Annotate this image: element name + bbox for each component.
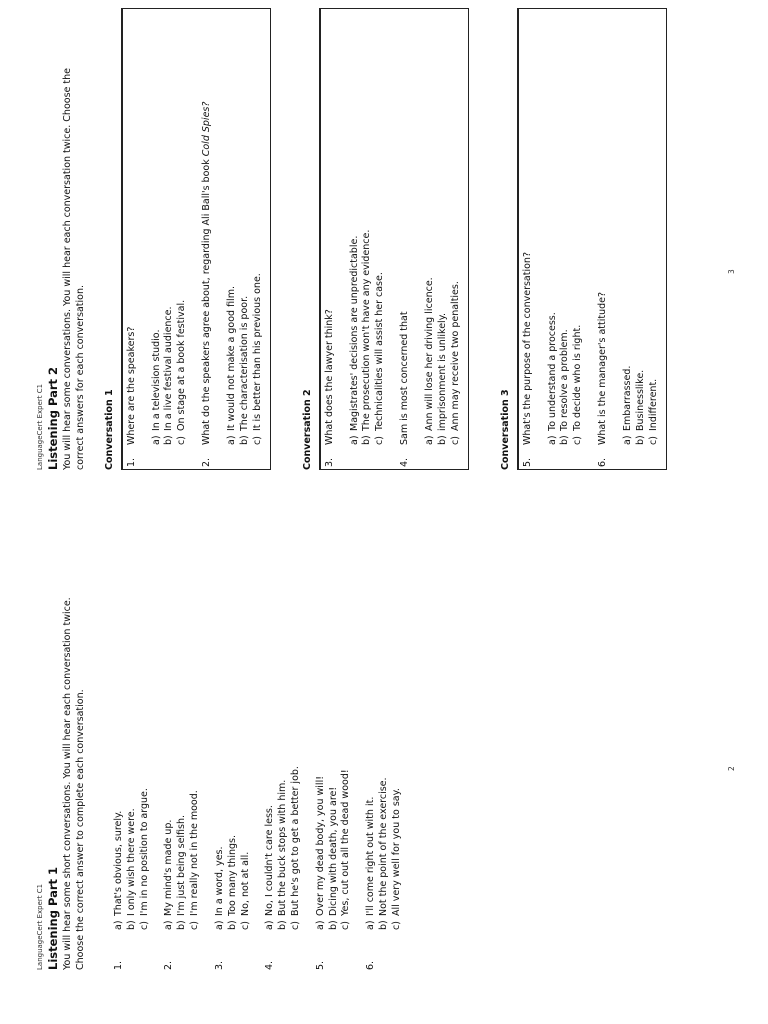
question-number: 2. bbox=[163, 960, 175, 970]
question-5 bbox=[315, 540, 353, 970]
question-2 bbox=[163, 540, 201, 970]
option-text: Ann may receive two penalties. bbox=[449, 281, 461, 431]
question-number: 6. bbox=[365, 960, 377, 970]
option-a[interactable] bbox=[226, 9, 239, 445]
brand-label: LanguageCert Expert C1 bbox=[36, 383, 44, 470]
option-letter: a) bbox=[423, 435, 435, 445]
question-5 bbox=[522, 9, 585, 469]
option-letter: b) bbox=[436, 435, 448, 445]
option-text: No, I couldn't care less. bbox=[264, 805, 276, 916]
option-text: Dicing with death, you are! bbox=[327, 786, 339, 916]
option-c[interactable] bbox=[139, 540, 152, 930]
option-text: In a television studio. bbox=[150, 329, 162, 431]
option-c[interactable] bbox=[252, 9, 265, 445]
option-letter: c) bbox=[390, 921, 402, 930]
question-text-main: Where are the speakers? bbox=[125, 326, 137, 445]
option-letter: b) bbox=[226, 920, 238, 930]
option-b[interactable] bbox=[361, 9, 374, 445]
question-number: 2. bbox=[201, 457, 213, 467]
conversation-box bbox=[319, 8, 470, 470]
option-text: To understand a process. bbox=[546, 312, 558, 431]
question-text bbox=[522, 9, 535, 445]
question-number: 4. bbox=[264, 960, 276, 970]
option-c[interactable] bbox=[648, 9, 661, 445]
option-text: In a word, yes. bbox=[213, 846, 225, 916]
conversation-box bbox=[517, 8, 668, 470]
question-number: 5. bbox=[314, 960, 326, 970]
option-b[interactable] bbox=[437, 9, 450, 445]
option-a[interactable] bbox=[622, 9, 635, 445]
option-a[interactable] bbox=[163, 540, 176, 930]
option-text: But he's got to get a better job. bbox=[289, 766, 301, 916]
option-c[interactable] bbox=[189, 540, 202, 930]
option-c[interactable] bbox=[176, 9, 189, 445]
option-letter: c) bbox=[374, 436, 386, 445]
option-b[interactable] bbox=[277, 540, 290, 930]
option-letter: c) bbox=[340, 921, 352, 930]
option-letter: c) bbox=[289, 921, 301, 930]
question-text-main: What does the lawyer think? bbox=[323, 309, 335, 445]
option-text: I'll come right out with it. bbox=[365, 796, 377, 916]
option-text: Yes, cut out all the dead wood! bbox=[340, 769, 352, 916]
option-text: The characterisation is poor. bbox=[238, 295, 250, 431]
question-number: 4. bbox=[399, 457, 411, 467]
option-text: Over my dead body, you will! bbox=[314, 775, 326, 916]
question-text bbox=[399, 9, 412, 445]
page-title: Listening Part 2 bbox=[46, 366, 61, 470]
option-letter: b) bbox=[277, 920, 289, 930]
conversation-1 bbox=[104, 8, 271, 470]
options bbox=[315, 540, 353, 930]
question-text bbox=[324, 9, 337, 445]
part1-header bbox=[36, 560, 88, 970]
page-number: 3 bbox=[727, 269, 736, 274]
option-b[interactable] bbox=[176, 540, 189, 930]
option-text: Too many things. bbox=[226, 835, 238, 916]
option-text: It would not make a good film. bbox=[225, 286, 237, 431]
option-letter: a) bbox=[264, 920, 276, 930]
option-letter: b) bbox=[378, 920, 389, 930]
option-text: To resolve a problem. bbox=[559, 329, 571, 431]
option-text: But the buck stops with him. bbox=[277, 779, 289, 916]
question-6 bbox=[597, 9, 660, 469]
option-a[interactable] bbox=[547, 9, 560, 445]
options bbox=[365, 540, 403, 930]
option-text: I'm just being selfish. bbox=[176, 814, 188, 916]
question-4 bbox=[399, 9, 462, 469]
question-number: 1. bbox=[113, 960, 124, 970]
option-letter: b) bbox=[176, 920, 188, 930]
option-a[interactable] bbox=[315, 540, 328, 930]
option-text: imprisonment is unlikely. bbox=[436, 313, 448, 431]
option-c[interactable] bbox=[572, 9, 585, 445]
option-letter: c) bbox=[647, 436, 659, 445]
option-b[interactable] bbox=[559, 9, 572, 445]
option-text: Ann will lose her driving licence. bbox=[423, 277, 435, 431]
option-text: My mind's made up. bbox=[163, 819, 175, 916]
option-letter: c) bbox=[572, 436, 584, 445]
question-body bbox=[399, 9, 462, 445]
option-letter: a) bbox=[621, 435, 633, 445]
option-text: Technicalities will assist her case. bbox=[374, 272, 386, 431]
question-text bbox=[201, 9, 214, 445]
question-body bbox=[597, 9, 660, 445]
option-text: Businesslike. bbox=[634, 369, 646, 431]
option-letter: b) bbox=[238, 435, 250, 445]
conversation-3 bbox=[500, 8, 667, 470]
option-text: No, not at all. bbox=[239, 851, 251, 916]
option-a[interactable] bbox=[113, 540, 126, 930]
option-c[interactable] bbox=[391, 540, 404, 930]
question-text-main: What do the speakers agree about, regarding Ali Ball's book bbox=[201, 156, 213, 445]
page-listening-part-1 bbox=[0, 512, 768, 1024]
option-letter: a) bbox=[348, 435, 360, 445]
options bbox=[264, 540, 302, 930]
question-number: 3. bbox=[323, 457, 335, 467]
part1-question-list bbox=[113, 540, 416, 970]
book-title: Cold Spies? bbox=[201, 101, 213, 157]
option-c[interactable] bbox=[340, 540, 353, 930]
conversation-box bbox=[121, 8, 272, 470]
option-text: It is better than his previous one. bbox=[251, 273, 263, 431]
question-body bbox=[522, 9, 585, 445]
conversation-title: Conversation 2 bbox=[302, 389, 313, 470]
options bbox=[113, 540, 151, 930]
question-body bbox=[324, 9, 387, 445]
question-1 bbox=[126, 9, 189, 469]
part2-header bbox=[36, 50, 88, 470]
option-a[interactable] bbox=[264, 540, 277, 930]
instructions: You will hear some short conversations. You will hear each conversation twice. Choose the correct answer to complete each conversation. bbox=[61, 597, 86, 970]
conversation-title: Conversation 3 bbox=[500, 389, 511, 470]
option-a[interactable] bbox=[365, 540, 378, 930]
option-text: On stage at a book festival. bbox=[176, 299, 188, 431]
option-letter: c) bbox=[189, 921, 201, 930]
option-text: Not the point of the exercise. bbox=[378, 777, 389, 916]
option-text: Indifferent. bbox=[647, 378, 659, 431]
question-number: 3. bbox=[213, 960, 225, 970]
option-c[interactable] bbox=[450, 9, 463, 445]
instructions: You will hear some conversations. You will hear each conversation twice. Choose the correct answers for each conversation. bbox=[61, 68, 86, 470]
option-b[interactable] bbox=[378, 540, 391, 930]
question-6 bbox=[365, 540, 403, 970]
option-text: I only wish there were. bbox=[125, 808, 137, 916]
question-body bbox=[201, 9, 264, 445]
conversation-2 bbox=[302, 8, 469, 470]
brand-label: LanguageCert Expert C1 bbox=[36, 883, 44, 970]
option-text: Embarrassed. bbox=[621, 365, 633, 431]
option-b[interactable] bbox=[239, 9, 252, 445]
option-letter: c) bbox=[239, 921, 251, 930]
option-letter: b) bbox=[327, 920, 339, 930]
options bbox=[214, 540, 252, 930]
option-letter: a) bbox=[365, 920, 377, 930]
option-letter: b) bbox=[361, 435, 373, 445]
option-letter: a) bbox=[213, 920, 225, 930]
option-letter: b) bbox=[559, 435, 571, 445]
option-a[interactable] bbox=[214, 540, 227, 930]
option-letter: a) bbox=[225, 435, 237, 445]
question-text-main: What's the purpose of the conversation? bbox=[521, 252, 533, 445]
option-a[interactable] bbox=[424, 9, 437, 445]
question-1 bbox=[113, 540, 151, 970]
page-title: Listening Part 1 bbox=[46, 866, 61, 970]
option-letter: a) bbox=[546, 435, 558, 445]
option-text: I'm really not in the mood. bbox=[189, 790, 201, 916]
option-c[interactable] bbox=[374, 9, 387, 445]
option-a[interactable] bbox=[349, 9, 362, 445]
option-b[interactable] bbox=[163, 9, 176, 445]
question-number: 5. bbox=[521, 457, 533, 467]
question-3 bbox=[214, 540, 252, 970]
option-text: The prosecution won't have any evidence. bbox=[361, 229, 373, 431]
question-3 bbox=[324, 9, 387, 469]
option-b[interactable] bbox=[227, 540, 240, 930]
option-text: That's obvious, surely. bbox=[113, 810, 124, 916]
option-letter: c) bbox=[138, 921, 150, 930]
question-4 bbox=[264, 540, 302, 970]
question-text-main: What is the manager's attitude? bbox=[597, 291, 609, 445]
option-text: In a live festival audience. bbox=[163, 306, 175, 431]
option-letter: a) bbox=[113, 920, 124, 930]
option-letter: b) bbox=[634, 435, 646, 445]
question-2 bbox=[201, 9, 264, 469]
option-letter: c) bbox=[251, 436, 263, 445]
page-number: 2 bbox=[727, 766, 736, 771]
option-c[interactable] bbox=[240, 540, 253, 930]
option-b[interactable] bbox=[635, 9, 648, 445]
option-b[interactable] bbox=[126, 540, 139, 930]
question-number: 6. bbox=[597, 457, 609, 467]
option-c[interactable] bbox=[290, 540, 303, 930]
option-letter: a) bbox=[150, 435, 162, 445]
question-body bbox=[126, 9, 189, 445]
question-text bbox=[126, 9, 139, 445]
option-letter: c) bbox=[449, 436, 461, 445]
option-letter: a) bbox=[314, 920, 326, 930]
option-b[interactable] bbox=[328, 540, 341, 930]
options bbox=[163, 540, 201, 930]
option-text: All very well for you to say. bbox=[390, 788, 402, 916]
option-letter: a) bbox=[163, 920, 175, 930]
option-letter: c) bbox=[176, 436, 188, 445]
option-letter: b) bbox=[125, 920, 137, 930]
option-letter: b) bbox=[163, 435, 175, 445]
question-text-main: Sam is most concerned that bbox=[399, 311, 411, 445]
question-text bbox=[597, 9, 610, 445]
option-text: To decide who is right. bbox=[572, 324, 584, 431]
option-text: I'm in no position to argue. bbox=[138, 788, 150, 916]
question-number: 1. bbox=[125, 457, 137, 467]
option-a[interactable] bbox=[151, 9, 164, 445]
conversation-title: Conversation 1 bbox=[104, 389, 115, 470]
option-text: Magistrates' decisions are unpredictable. bbox=[348, 235, 360, 431]
